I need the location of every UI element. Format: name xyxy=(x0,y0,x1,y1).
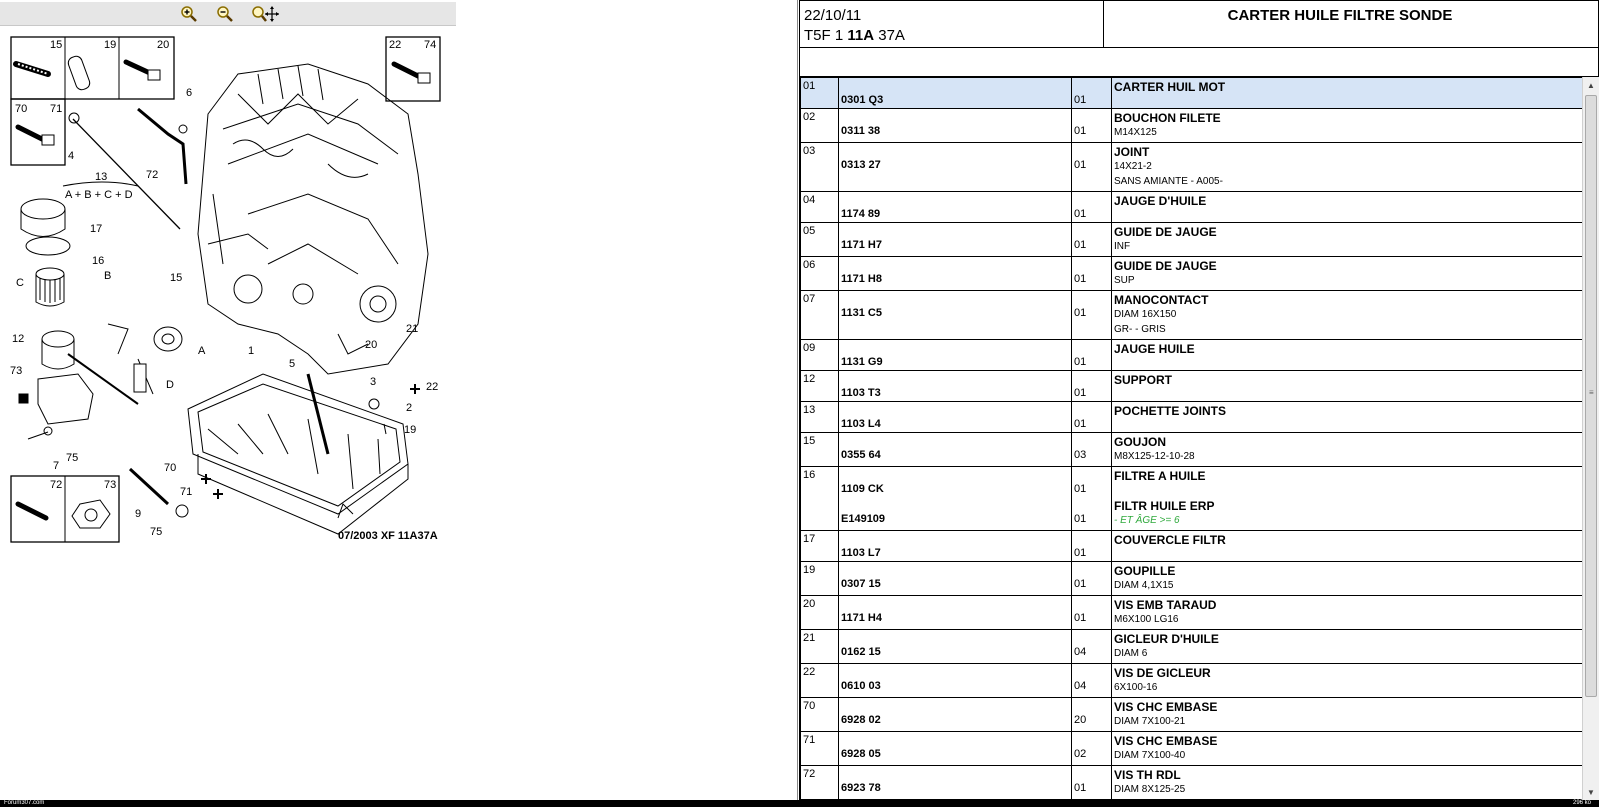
part-number-cell xyxy=(801,630,839,664)
part-number-cell xyxy=(801,223,839,257)
part-ref-cell xyxy=(839,562,1072,596)
part-number-cell xyxy=(801,562,839,596)
part-description: POCHETTE JOINTS xyxy=(1114,404,1227,418)
part-quantity: 01 xyxy=(1074,483,1087,495)
part-detail: M6X100 LG16 xyxy=(1114,614,1179,625)
part-box-72-73 xyxy=(11,476,119,542)
part-qty-cell xyxy=(1072,664,1112,698)
part-qty-cell xyxy=(1072,766,1112,800)
part-description: VIS CHC EMBASE xyxy=(1114,700,1218,714)
panel-divider xyxy=(797,0,798,800)
part-description: JOINT xyxy=(1114,145,1150,159)
part-number: 06 xyxy=(803,259,816,271)
part-number: 07 xyxy=(803,293,816,305)
part-number: 21 xyxy=(803,632,816,644)
part-detail: INF xyxy=(1114,241,1131,252)
part-reference[interactable]: 1103 L4 xyxy=(841,418,881,430)
table-row[interactable] xyxy=(801,223,1583,257)
part-reference[interactable]: 1131 G9 xyxy=(841,356,883,368)
part-detail: DIAM 4,1X15 xyxy=(1114,580,1174,591)
part-detail: GR- - GRIS xyxy=(1114,324,1166,335)
zoom-out-icon[interactable] xyxy=(214,5,236,23)
part-qty-cell xyxy=(1072,433,1112,467)
part-description: FILTRE A HUILE xyxy=(1114,469,1206,483)
part-desc-cell xyxy=(1112,630,1583,664)
diag-label-70b: 70 xyxy=(164,462,177,474)
part-detail: DIAM 7X100-40 xyxy=(1114,750,1186,761)
scroll-down-icon[interactable]: ▼ xyxy=(1587,787,1595,797)
part-qty-cell xyxy=(1072,467,1112,531)
part-reference[interactable]: 1174 89 xyxy=(841,208,881,220)
part-ref-cell xyxy=(839,340,1072,371)
status-bar xyxy=(0,800,1599,807)
parts-header xyxy=(799,0,1599,48)
part-description: GOUJON xyxy=(1114,435,1167,449)
table-row[interactable] xyxy=(801,192,1583,223)
part-quantity: 01 xyxy=(1074,356,1087,368)
part-reference[interactable]: 0313 27 xyxy=(841,159,881,171)
diag-label-19b: 19 xyxy=(404,424,417,436)
part-description: VIS EMB TARAUD xyxy=(1114,598,1217,612)
part-number-cell xyxy=(801,257,839,291)
part-desc-cell xyxy=(1112,143,1583,192)
part-description: VIS TH RDL xyxy=(1114,768,1181,782)
diag-label-6: 6 xyxy=(186,87,193,99)
parts-table-container[interactable] xyxy=(799,77,1582,800)
part-desc-cell xyxy=(1112,433,1583,467)
table-row[interactable] xyxy=(801,467,1583,531)
part-description: CARTER HUIL MOT xyxy=(1114,80,1226,94)
forum-watermark: Forum307.com xyxy=(4,800,45,806)
part-number-cell xyxy=(801,766,839,800)
part-desc-cell xyxy=(1112,766,1583,800)
diag-label-3: 3 xyxy=(370,376,377,388)
part-number-cell xyxy=(801,531,839,562)
part-reference-alt[interactable]: E149109 xyxy=(841,513,886,525)
table-row[interactable] xyxy=(801,562,1583,596)
part-quantity: 01 xyxy=(1074,208,1087,220)
part-quantity: 01 xyxy=(1074,612,1087,624)
part-qty-cell xyxy=(1072,698,1112,732)
diag-label-72: 72 xyxy=(50,479,63,491)
table-row[interactable] xyxy=(801,78,1583,109)
part-qty-cell xyxy=(1072,192,1112,223)
diag-label-22b: 22 xyxy=(426,381,439,393)
diag-label-13: 13 xyxy=(95,171,108,183)
part-quantity: 04 xyxy=(1074,646,1087,658)
part-quantity: 01 xyxy=(1074,307,1087,319)
part-quantity: 01 xyxy=(1074,418,1087,430)
part-description: SUPPORT xyxy=(1114,373,1173,387)
part-quantity: 20 xyxy=(1074,714,1087,726)
part-reference[interactable]: 6928 05 xyxy=(841,748,881,760)
diag-label-16: 16 xyxy=(92,255,105,267)
code-bold: 11A xyxy=(847,27,875,44)
part-quantity: 01 xyxy=(1074,782,1087,794)
part-reference[interactable]: 1109 CK xyxy=(841,483,884,495)
part-ref-cell xyxy=(839,78,1072,109)
part-number: 09 xyxy=(803,342,816,354)
file-size: 296 ko xyxy=(1572,800,1591,806)
part-description: GICLEUR D'HUILE xyxy=(1114,632,1219,646)
part-desc-cell xyxy=(1112,291,1583,340)
part-number: 15 xyxy=(803,435,816,447)
filter-formula: A + B + C + D xyxy=(65,189,133,201)
part-reference[interactable]: 0162 15 xyxy=(841,646,881,658)
diag-label-72b: 72 xyxy=(146,169,159,181)
part-number: 19 xyxy=(803,564,816,576)
part-desc-cell xyxy=(1112,698,1583,732)
part-description: GUIDE DE JAUGE xyxy=(1114,225,1217,239)
part-number-cell xyxy=(801,698,839,732)
part-number: 04 xyxy=(803,194,816,206)
part-desc-cell xyxy=(1112,402,1583,433)
part-number: 16 xyxy=(803,469,816,481)
part-description: JAUGE HUILE xyxy=(1114,342,1195,356)
part-quantity: 01 xyxy=(1074,125,1087,137)
part-reference[interactable]: 1103 L7 xyxy=(841,547,881,559)
part-reference[interactable]: 1103 T3 xyxy=(841,387,881,399)
part-reference[interactable]: 6928 02 xyxy=(841,714,881,726)
part-number: 22 xyxy=(803,666,816,678)
part-description: BOUCHON FILETE xyxy=(1114,111,1221,125)
part-qty-cell xyxy=(1072,371,1112,402)
engine-block-drawing xyxy=(198,64,428,374)
diag-label-2: 2 xyxy=(406,402,413,414)
scrollbar-thumb[interactable] xyxy=(1585,95,1597,697)
part-qty-cell xyxy=(1072,732,1112,766)
table-row[interactable] xyxy=(801,371,1583,402)
table-row[interactable] xyxy=(801,664,1583,698)
part-note: - ET ÂGE >= 6 xyxy=(1114,515,1180,526)
part-number-cell xyxy=(801,340,839,371)
part-number: 03 xyxy=(803,145,816,157)
part-desc-cell xyxy=(1112,340,1583,371)
part-qty-cell xyxy=(1072,109,1112,143)
diagram-panel xyxy=(0,0,460,807)
part-ref-cell xyxy=(839,531,1072,562)
oil-pan-drawing xyxy=(188,374,408,534)
part-ref-cell xyxy=(839,433,1072,467)
table-row[interactable] xyxy=(801,291,1583,340)
table-row[interactable] xyxy=(801,402,1583,433)
part-ref-cell xyxy=(839,402,1072,433)
part-qty-cell xyxy=(1072,143,1112,192)
diag-label-70: 70 xyxy=(15,103,28,115)
part-detail: DIAM 7X100-21 xyxy=(1114,716,1186,727)
part-quantity: 01 xyxy=(1074,159,1087,171)
diag-label-17: 17 xyxy=(90,223,103,235)
parts-table xyxy=(800,77,1582,800)
diag-label-71: 71 xyxy=(50,103,63,115)
part-detail: SUP xyxy=(1114,275,1135,286)
diag-label-75: 75 xyxy=(66,452,79,464)
part-detail: M14X125 xyxy=(1114,127,1157,138)
part-detail: 14X21-2 xyxy=(1114,161,1152,172)
diag-label-22: 22 xyxy=(389,39,402,51)
part-qty-cell xyxy=(1072,257,1112,291)
part-detail: DIAM 16X150 xyxy=(1114,309,1177,320)
part-number: 72 xyxy=(803,768,816,780)
part-qty-cell xyxy=(1072,340,1112,371)
part-number-cell xyxy=(801,402,839,433)
part-ref-cell xyxy=(839,766,1072,800)
part-number: 12 xyxy=(803,373,816,385)
part-desc-cell xyxy=(1112,257,1583,291)
diag-label-1: 1 xyxy=(248,345,255,357)
part-reference[interactable]: 1171 H7 xyxy=(841,239,882,251)
part-reference[interactable]: 6923 78 xyxy=(841,782,881,794)
table-row[interactable] xyxy=(801,630,1583,664)
part-detail: SANS AMIANTE - A005- xyxy=(1114,176,1223,187)
part-detail: DIAM 6 xyxy=(1114,648,1148,659)
part-ref-cell xyxy=(839,192,1072,223)
part-description-alt: FILTR HUILE ERP xyxy=(1114,499,1215,513)
exploded-parts-diagram xyxy=(8,34,458,554)
diag-label-71b: 71 xyxy=(180,486,193,498)
part-box-15-19-20 xyxy=(11,37,174,99)
part-qty-cell xyxy=(1072,630,1112,664)
zoom-in-icon[interactable] xyxy=(178,5,200,23)
part-qty-cell xyxy=(1072,562,1112,596)
table-row[interactable] xyxy=(801,531,1583,562)
part-desc-cell xyxy=(1112,371,1583,402)
part-description: VIS DE GICLEUR xyxy=(1114,666,1211,680)
scroll-up-icon[interactable]: ▲ xyxy=(1587,80,1595,90)
page-title: CARTER HUILE FILTRE SONDE xyxy=(1227,7,1453,24)
table-row[interactable] xyxy=(801,732,1583,766)
diag-label-74: 74 xyxy=(424,39,437,51)
part-quantity: 01 xyxy=(1074,239,1087,251)
diag-label-21: 21 xyxy=(406,323,419,335)
part-quantity-alt: 01 xyxy=(1074,513,1087,525)
oil-filter-drawing xyxy=(19,199,93,439)
code-prefix: T5F 1 xyxy=(804,27,848,44)
part-number-cell xyxy=(801,192,839,223)
part-quantity: 01 xyxy=(1074,547,1087,559)
part-qty-cell xyxy=(1072,223,1112,257)
part-number-cell xyxy=(801,732,839,766)
parts-table-body xyxy=(801,78,1583,800)
diag-label-15b: 15 xyxy=(170,272,183,284)
diag-label-4: 4 xyxy=(68,150,75,162)
diag-label-19: 19 xyxy=(104,39,117,51)
header-date: 22/10/11 xyxy=(804,7,862,24)
part-quantity: 04 xyxy=(1074,680,1087,692)
part-quantity: 01 xyxy=(1074,578,1087,590)
part-desc-cell xyxy=(1112,664,1583,698)
diag-label-73: 73 xyxy=(104,479,117,491)
part-desc-cell xyxy=(1112,109,1583,143)
part-quantity: 02 xyxy=(1074,748,1087,760)
table-row[interactable] xyxy=(801,340,1583,371)
part-reference[interactable]: 0301 Q3 xyxy=(841,94,884,106)
part-number-cell xyxy=(801,291,839,340)
part-number-cell xyxy=(801,433,839,467)
part-number: 17 xyxy=(803,533,816,545)
part-number-cell xyxy=(801,371,839,402)
part-reference[interactable]: 1131 C5 xyxy=(841,307,882,319)
diag-label-7: 7 xyxy=(53,460,60,472)
part-number: 20 xyxy=(803,598,816,610)
zoom-pan-icon[interactable] xyxy=(250,5,280,23)
part-desc-cell xyxy=(1112,596,1583,630)
part-quantity: 01 xyxy=(1074,273,1087,285)
part-reference[interactable]: 1171 H8 xyxy=(841,273,882,285)
part-description: VIS CHC EMBASE xyxy=(1114,734,1218,748)
diag-label-15: 15 xyxy=(50,39,63,51)
table-row[interactable] xyxy=(801,143,1583,192)
part-description: COUVERCLE FILTR xyxy=(1114,533,1226,547)
diag-label-D: D xyxy=(166,379,174,391)
part-ref-cell xyxy=(839,223,1072,257)
table-row[interactable] xyxy=(801,257,1583,291)
diag-label-20b: 20 xyxy=(365,339,378,351)
part-reference[interactable]: 0610 03 xyxy=(841,680,881,692)
part-reference[interactable]: 1171 H4 xyxy=(841,612,882,624)
part-qty-cell xyxy=(1072,596,1112,630)
part-ref-cell xyxy=(839,467,1072,531)
part-ref-cell xyxy=(839,371,1072,402)
code-suffix: 37A xyxy=(874,27,905,44)
part-detail: DIAM 8X125-25 xyxy=(1114,784,1186,795)
part-description: MANOCONTACT xyxy=(1114,293,1209,307)
part-desc-cell xyxy=(1112,78,1583,109)
diag-label-9: 9 xyxy=(135,508,142,520)
part-description: GOUPILLE xyxy=(1114,564,1176,578)
table-row[interactable] xyxy=(801,698,1583,732)
zoom-toolbar xyxy=(0,2,456,26)
part-ref-cell xyxy=(839,698,1072,732)
part-reference[interactable]: 0355 64 xyxy=(841,449,881,461)
part-ref-cell xyxy=(839,732,1072,766)
diag-label-75b: 75 xyxy=(150,526,163,538)
part-number-cell xyxy=(801,78,839,109)
part-ref-cell xyxy=(839,109,1072,143)
part-number-cell xyxy=(801,664,839,698)
diag-label-73b: 73 xyxy=(10,365,23,377)
diag-label-C: C xyxy=(16,277,24,289)
table-row[interactable] xyxy=(801,109,1583,143)
header-info xyxy=(800,1,1104,47)
part-ref-cell xyxy=(839,143,1072,192)
table-row[interactable] xyxy=(801,766,1583,800)
header-code xyxy=(804,27,1099,44)
part-detail: M8X125-12-10-28 xyxy=(1114,451,1195,462)
part-desc-cell xyxy=(1112,562,1583,596)
part-ref-cell xyxy=(839,630,1072,664)
part-description: GUIDE DE JAUGE xyxy=(1114,259,1217,273)
table-row[interactable] xyxy=(801,433,1583,467)
diagram-caption: 07/2003 XF 11A37A xyxy=(338,530,438,542)
diag-label-B: B xyxy=(104,270,112,282)
grip-icon: ≡ xyxy=(1589,388,1594,397)
part-quantity: 03 xyxy=(1074,449,1087,461)
part-number-cell xyxy=(801,596,839,630)
diag-label-12: 12 xyxy=(12,333,25,345)
part-number-cell xyxy=(801,109,839,143)
part-number: 02 xyxy=(803,111,816,123)
part-quantity: 01 xyxy=(1074,387,1087,399)
part-quantity: 01 xyxy=(1074,94,1087,106)
diag-label-A: A xyxy=(198,345,206,357)
vertical-scrollbar[interactable] xyxy=(1582,77,1599,800)
part-desc-cell xyxy=(1112,467,1583,531)
part-number: 05 xyxy=(803,225,816,237)
gasket-drawing xyxy=(68,324,182,404)
part-reference[interactable]: 0311 38 xyxy=(841,125,881,137)
part-number: 71 xyxy=(803,734,816,746)
part-qty-cell xyxy=(1072,531,1112,562)
part-desc-cell xyxy=(1112,732,1583,766)
table-row[interactable] xyxy=(801,596,1583,630)
part-ref-cell xyxy=(839,596,1072,630)
part-ref-cell xyxy=(839,664,1072,698)
part-number: 70 xyxy=(803,700,816,712)
part-description: JAUGE D'HUILE xyxy=(1114,194,1207,208)
part-box-70-71 xyxy=(11,99,65,165)
part-number-cell xyxy=(801,467,839,531)
diag-label-20: 20 xyxy=(157,39,170,51)
part-desc-cell xyxy=(1112,192,1583,223)
part-ref-cell xyxy=(839,257,1072,291)
part-qty-cell xyxy=(1072,291,1112,340)
parts-panel xyxy=(799,0,1599,800)
part-ref-cell xyxy=(839,291,1072,340)
part-desc-cell xyxy=(1112,531,1583,562)
part-desc-cell xyxy=(1112,223,1583,257)
part-box-22-74 xyxy=(386,37,440,101)
diag-label-5: 5 xyxy=(289,358,296,370)
part-number: 13 xyxy=(803,404,816,416)
dipstick-drawing xyxy=(69,109,187,229)
part-number: 01 xyxy=(803,80,816,92)
header-spacer xyxy=(799,48,1599,77)
part-qty-cell xyxy=(1072,78,1112,109)
sensor-drawing xyxy=(130,384,420,517)
part-reference[interactable]: 0307 15 xyxy=(841,578,881,590)
part-qty-cell xyxy=(1072,402,1112,433)
part-number-cell xyxy=(801,143,839,192)
part-detail: 6X100-16 xyxy=(1114,682,1158,693)
